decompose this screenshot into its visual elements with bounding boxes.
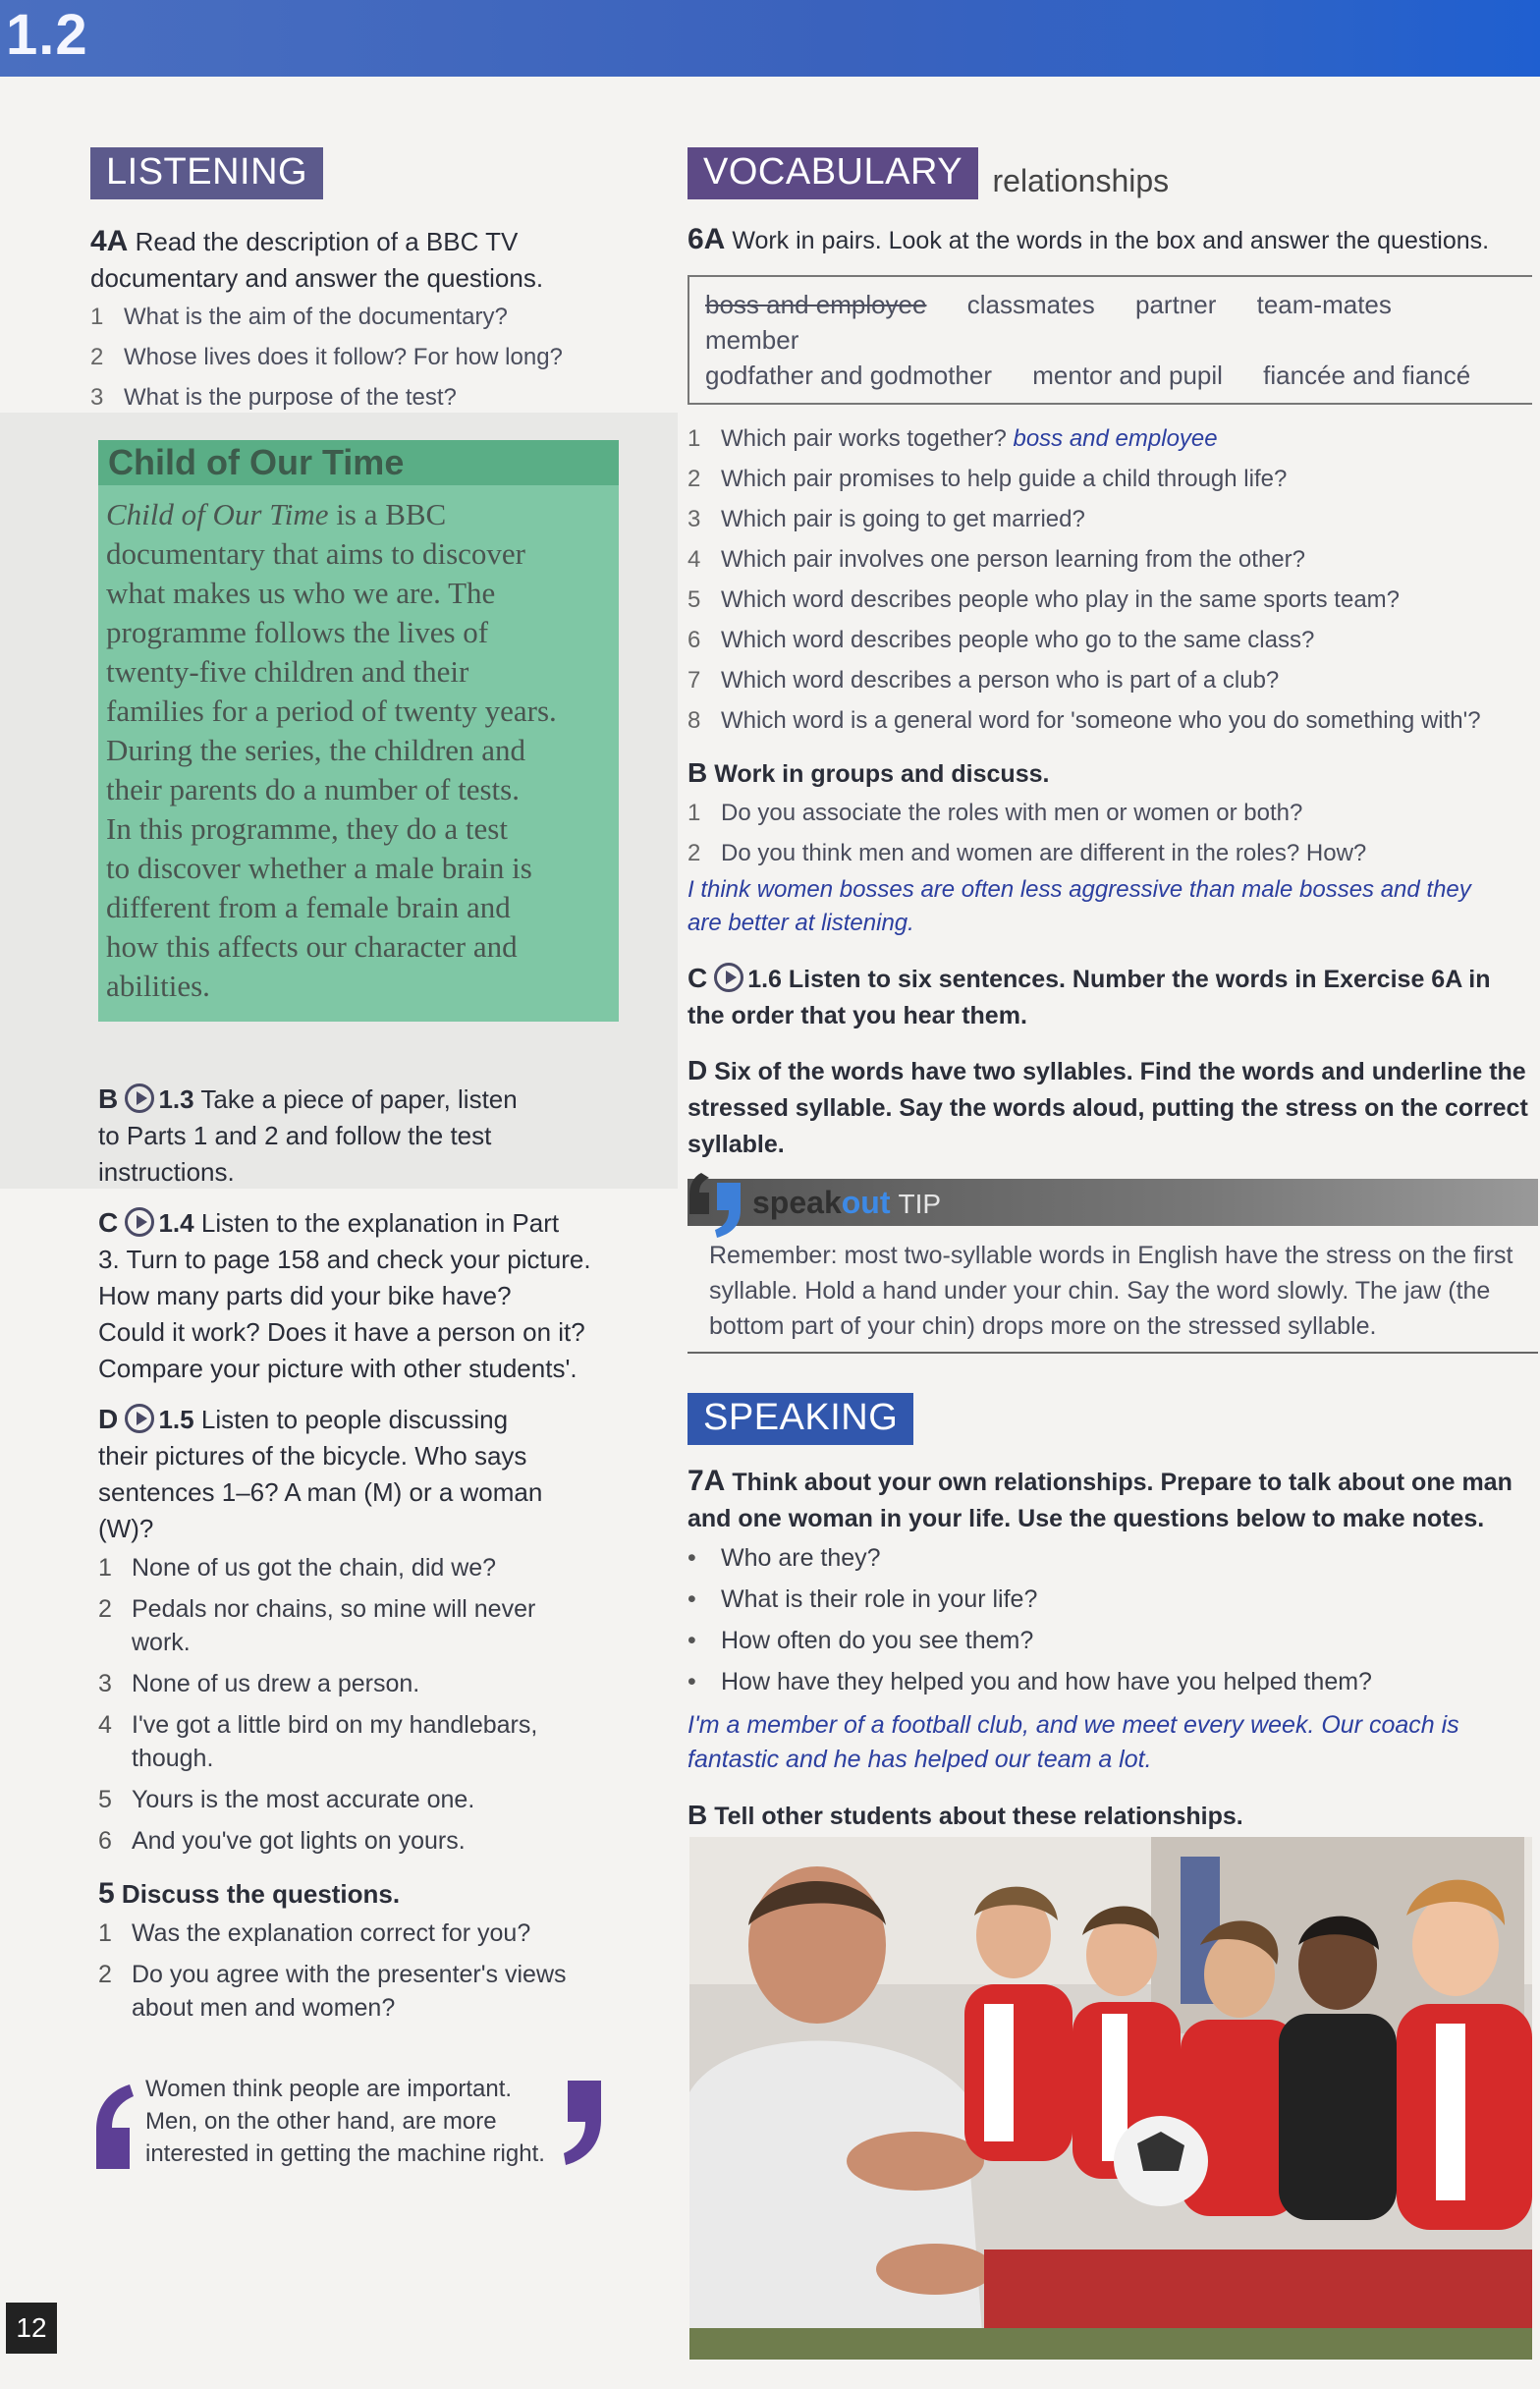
bullet-item: • How often do you see them? [688,1627,1034,1654]
question-item: 1 What is the aim of the documentary? [90,304,508,330]
left-column [90,147,680,417]
word-box-row: godfather and godmother mentor and pupil fiancée and fiancé [705,361,1471,390]
exercise-b: B 1.3 Take a piece of paper, listen to Parts 1 and 2 and follow the test instructions. [98,1083,518,1187]
question-item: 2 Do you agree with the presenter's views about men and women? [98,1961,567,2022]
exercise-6a-questions [688,418,1538,741]
sentence-item: 2 Pedals nor chains, so mine will never work. [98,1595,536,1656]
speakout-tip-label: speakout TIP [752,1185,942,1220]
play-audio-icon[interactable] [714,963,743,992]
sentence-item: 1 None of us got the chain, did we? [98,1554,497,1582]
word-box [688,275,1532,405]
exercise-4a [90,223,680,417]
example-answer: I think women bosses are often less aggressive than male bosses and they are better at listening. [688,876,1471,936]
team-photo-illustration [689,1837,1532,2360]
right-column [688,147,1538,1835]
question-item: 1 Do you associate the roles with men or women or both? [688,800,1303,826]
speakout-logo-icon [688,1169,750,1240]
question-item: 2 Whose lives does it follow? For how long? [90,344,563,370]
question-item: 1 Was the explanation correct for you? [98,1919,531,1947]
sentence-item: 5 Yours is the most accurate one. [98,1786,475,1813]
speakout-tip-text: Remember: most two-syllable words in English have the stress on the first syllable. Hold a hand under your chin. Say the word slowly. The jaw (the bottom part of your chin) drops more on the stressed syllable. [688,1226,1538,1354]
box-title: Child of Our Time [98,440,619,485]
speakout-tip-bar [688,1179,1538,1226]
quote-box [90,2073,621,2181]
bullet-item: • What is their role in your life? [688,1585,1038,1613]
listening-heading: LISTENING [90,147,323,199]
exercise-d: D 1.5 Listen to people discussing their pictures of the bicycle. Who says sentences 1–6? A man (M) or a woman (W)? [98,1404,543,1543]
unit-number: 1.2 [6,3,88,67]
exercise-7b: B Tell other students about these relationships. [688,1800,1243,1830]
exercise-6a-instruction: 6A Work in pairs. Look at the words in the box and answer the questions. [688,223,1490,255]
exercise-c: C 1.4 Listen to the explanation in Part 3. Turn to page 158 and check your picture. How many parts did your bike have? Could it work? Does it have a person on it? Compare your picture with other students'. [98,1207,591,1383]
exercise-7a: 7A Think about your own relationships. Prepare to talk about one man and one woman in your life. Use the questions below to make notes. [688,1465,1512,1532]
play-audio-icon[interactable] [125,1083,154,1113]
sentence-item: 3 None of us drew a person. [98,1670,420,1697]
question-item: 3 Which pair is going to get married? [688,506,1085,532]
play-audio-icon[interactable] [125,1404,154,1433]
question-item: 3 What is the purpose of the test? [90,384,457,411]
page-number: 12 [6,2303,57,2354]
question-item: 2 Which pair promises to help guide a child through life? [688,466,1288,492]
question-item: 2 Do you think men and women are different in the roles? How? [688,840,1367,866]
sentence-item: 4 I've got a little bird on my handlebars, though. [98,1711,538,1772]
quote-text: Women think people are important. Men, on the other hand, are more interested in getting the machine right. [145,2076,545,2167]
bullet-item: • How have they helped you and how have you helped them? [688,1668,1372,1695]
sentence-item: 6 And you've got lights on yours. [98,1827,466,1855]
word-box-row: boss and employee classmates partner team-mates member [705,290,1392,355]
exercise-6c: C 1.6 Listen to six sentences. Number the words in Exercise 6A in the order that you hear them. [688,963,1491,1029]
exercise-4a-instruction: 4A Read the description of a BBC TV documentary and answer the questions. [90,225,544,293]
box-text: Child of Our Time is a BBC documentary that aims to discover what makes us who we are. The programme follows the lives of twenty-five children and their families for a period of twenty years. During the series, the children and their parents do a number of tests. In this programme, they do a test to discover whether a male brain is different from a female brain and how this affects our character and abilities. [106,497,557,1003]
question-item: 1 Which pair works together? boss and employee [688,425,1218,452]
left-lower [98,1081,648,2028]
question-item: 8 Which word is a general word for 'someone who you do something with'? [688,707,1481,734]
child-of-our-time-box [98,440,619,1022]
open-quote-icon [90,2083,136,2171]
football-team-photo [689,1837,1532,2360]
question-item: 5 Which word describes people who play in the same sports team? [688,586,1401,613]
bullet-item: • Who are they? [688,1544,881,1572]
vocabulary-heading: VOCABULARY [688,147,978,199]
vocabulary-subheading: relationships [992,163,1170,198]
play-audio-icon[interactable] [125,1207,154,1237]
question-item: 7 Which word describes a person who is part of a club? [688,667,1280,694]
exercise-5: 5 Discuss the questions. [98,1877,401,1910]
question-item: 4 Which pair involves one person learning from the other? [688,546,1305,573]
close-quote-icon [562,2079,607,2167]
speaking-heading: SPEAKING [688,1393,913,1445]
example-answer: I'm a member of a football club, and we meet every week. Our coach is fantastic and he has helped our team a lot. [688,1711,1459,1773]
exercise-6b: B Work in groups and discuss. [688,757,1050,788]
exercise-6d: D Six of the words have two syllables. Find the words and underline the stressed syllable. Say the words aloud, putting the stress on the correct syllable. [688,1055,1528,1158]
question-item: 6 Which word describes people who go to the same class? [688,627,1315,653]
top-band [0,0,1540,77]
